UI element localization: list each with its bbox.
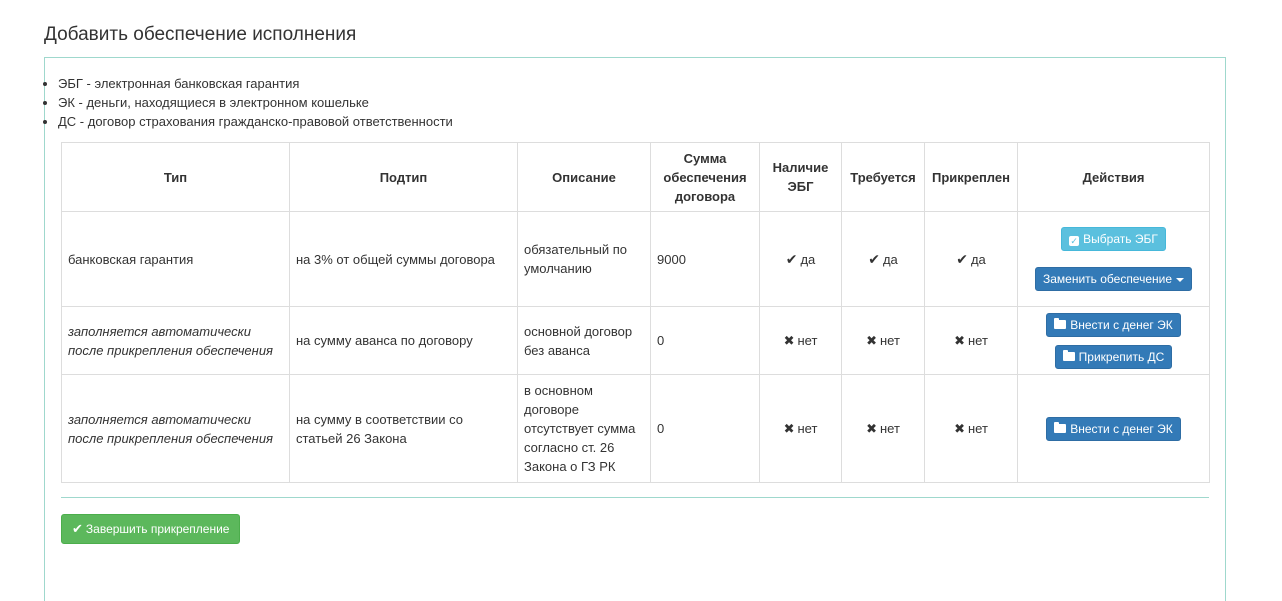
cell-ebg [760, 212, 842, 307]
folder-open-icon [1054, 424, 1066, 433]
cell-amount: 9000 [651, 212, 760, 307]
status-text: нет [967, 421, 988, 436]
cell-ebg [760, 375, 842, 483]
cell-subtype: на 3% от общей суммы договора [290, 212, 518, 307]
attach-ds-button[interactable] [1055, 345, 1173, 369]
status-text: да [800, 251, 816, 267]
button-label: Прикрепить ДС [1078, 349, 1165, 364]
checkbox-icon: ✓ [1070, 236, 1078, 246]
status-text: нет [797, 333, 818, 348]
cell-attached [925, 212, 1018, 307]
deposit-ek-button[interactable] [1046, 313, 1180, 337]
cell-description: в основном договоре отсутствует сумма согласно ст. 26 Закона о ГЗ РК [518, 375, 651, 483]
legend-item-ek: • ЭК - деньги, находящиеся в электронном кошельке [58, 93, 453, 112]
table-row [62, 307, 1210, 375]
cross-icon: ✖ [783, 421, 795, 436]
select-ebg-button[interactable] [1061, 227, 1166, 251]
cross-icon: ✖ [954, 421, 965, 436]
cell-amount: 0 [651, 375, 760, 483]
folder-open-icon [1054, 320, 1066, 329]
header-required: Требуется [842, 143, 925, 212]
cell-subtype: на сумму аванса по договору [290, 307, 518, 375]
deposit-ek-button[interactable] [1046, 417, 1180, 441]
cell-subtype: на сумму в соответствии со статьей 26 Закона [290, 375, 518, 483]
page-title: Добавить обеспечение исполнения [44, 24, 357, 45]
caret-down-icon [1176, 278, 1184, 282]
section-divider [61, 497, 1209, 498]
status-text: нет [797, 421, 818, 436]
button-label: Заменить обеспечение [1042, 272, 1173, 286]
check-icon: ✔ [956, 250, 968, 267]
status-text: нет [879, 333, 900, 348]
cell-attached [925, 307, 1018, 375]
cross-icon: ✖ [954, 333, 965, 348]
header-actions: Действия [1018, 143, 1210, 212]
legend-item-ds: • ДС - договор страхования гражданско-правовой ответственности [58, 112, 453, 131]
button-label: Завершить прикрепление [85, 522, 230, 536]
header-attached: Прикреплен [925, 143, 1018, 212]
legend-item-ebg: • ЭБГ - электронная банковская гарантия [58, 74, 453, 93]
replace-security-button[interactable] [1035, 267, 1192, 291]
cell-ebg [760, 307, 842, 375]
header-subtype: Подтип [290, 143, 518, 212]
cell-required [842, 375, 925, 483]
button-label: Выбрать ЭБГ [1083, 232, 1158, 246]
header-description: Описание [518, 143, 651, 212]
finish-attachment-button[interactable] [61, 514, 240, 544]
cell-attached [925, 375, 1018, 483]
check-icon: ✔ [868, 250, 880, 267]
header-type: Тип [62, 143, 290, 212]
folder-open-icon [1063, 352, 1075, 361]
cell-type: банковская гарантия [62, 212, 290, 307]
table-header-row [62, 143, 1210, 212]
cell-actions [1018, 307, 1210, 375]
check-icon: ✔ [72, 521, 83, 536]
cross-icon: ✖ [866, 333, 877, 348]
security-table [61, 142, 1210, 483]
status-text: нет [879, 421, 900, 436]
status-text: нет [967, 333, 988, 348]
status-text: да [882, 251, 898, 267]
button-label: Внести с денег ЭК [1070, 317, 1173, 332]
table-row [62, 375, 1210, 483]
abbreviation-legend [46, 74, 453, 131]
cross-icon: ✖ [783, 333, 795, 348]
cell-required [842, 307, 925, 375]
table-row [62, 212, 1210, 307]
cell-actions [1018, 375, 1210, 483]
cross-icon: ✖ [866, 421, 877, 436]
cell-actions [1018, 212, 1210, 307]
check-icon: ✔ [785, 250, 798, 267]
status-text: да [970, 251, 986, 267]
cell-description: основной договор без аванса [518, 307, 651, 375]
button-label: Внести с денег ЭК [1070, 421, 1173, 436]
cell-type: заполняется автоматически после прикрепления обеспечения [62, 375, 290, 483]
header-amount: Сумма обеспечения договора [651, 143, 760, 212]
cell-required [842, 212, 925, 307]
cell-type: заполняется автоматически после прикрепления обеспечения [62, 307, 290, 375]
header-ebg: Наличие ЭБГ [760, 143, 842, 212]
cell-description: обязательный по умолчанию [518, 212, 651, 307]
cell-amount: 0 [651, 307, 760, 375]
